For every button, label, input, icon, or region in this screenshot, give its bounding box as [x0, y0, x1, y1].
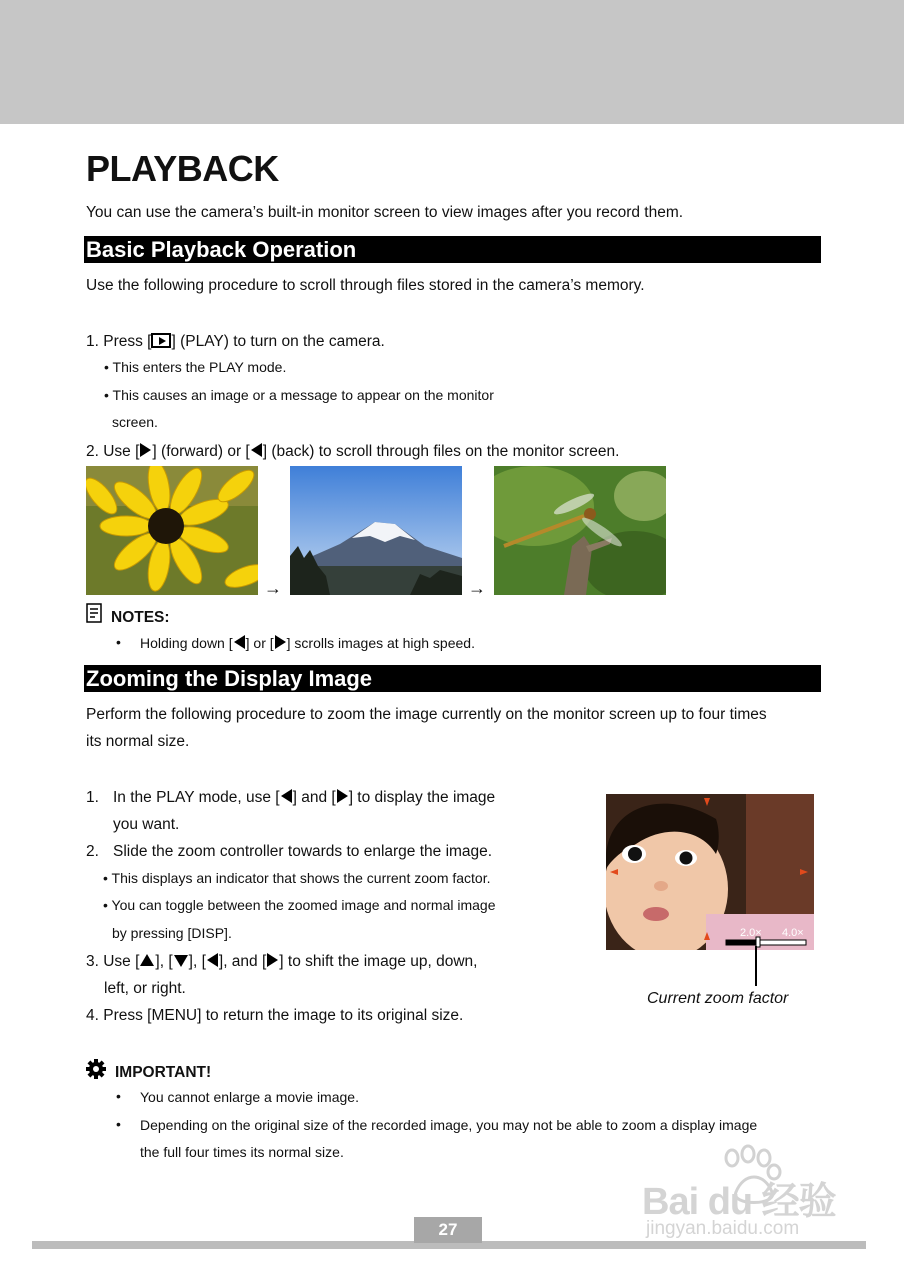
important-item-1: You cannot enlarge a movie image.	[140, 1089, 359, 1105]
zoom-indicator-max: 4.0×	[782, 927, 804, 939]
zoom-step1-text-a: In the PLAY mode, use [	[113, 789, 280, 806]
step1-bullet2: • This causes an image or a message to appear on the monitor	[104, 387, 494, 403]
zoom-step2-bullet2: • You can toggle between the zoomed image and normal image	[103, 897, 496, 913]
zoom-step1	[113, 784, 495, 811]
important-bullet-1: •	[116, 1088, 121, 1104]
important-item-2: Depending on the original size of the recorded image, you may not be able to zoom a display image	[140, 1117, 758, 1133]
back-arrow-icon	[281, 789, 292, 803]
down-arrow-icon	[174, 955, 188, 967]
step2	[86, 438, 619, 465]
zoom-step3-text-c: ], [	[188, 953, 206, 970]
section-heading-zooming: Zooming the Display Image	[84, 665, 821, 692]
zoom-step3-cont: left, or right.	[104, 980, 186, 997]
zoom-step1-num: 1.	[86, 789, 99, 806]
header-band	[0, 0, 904, 124]
section2-desc-line2: its normal size.	[86, 733, 190, 750]
mountain-photo	[290, 466, 462, 595]
page-title: PLAYBACK	[86, 148, 279, 189]
zoom-indicator-min: 2.0×	[740, 927, 762, 939]
back-arrow-icon	[207, 953, 218, 967]
section2-desc-line1: Perform the following procedure to zoom the image currently on the monitor screen up to four times	[86, 706, 767, 723]
important-gear-icon	[86, 1059, 106, 1079]
dragonfly-photo	[494, 466, 666, 595]
back-arrow-icon	[251, 443, 262, 457]
notes-icon	[86, 603, 104, 624]
zoom-step3-text-e: ] to shift the image up, down,	[279, 953, 478, 970]
play-button-icon	[151, 333, 171, 348]
note-bullet: •	[116, 634, 121, 650]
zoom-step1-text-c: ] to display the image	[348, 789, 496, 806]
step1-bullet1: • This enters the PLAY mode.	[104, 359, 287, 375]
step2-text-c: ] (back) to scroll through files on the monitor screen.	[262, 443, 620, 460]
zoom-step1-cont: you want.	[113, 816, 180, 833]
watermark-logo: Bai du 经验	[642, 1181, 836, 1223]
note-text-b: ] or [	[245, 635, 274, 651]
note-text-c: ] scrolls images at high speed.	[286, 635, 475, 651]
zoom-step4: 4. Press [MENU] to return the image to its original size.	[86, 1007, 464, 1024]
sunflower-photo	[86, 466, 258, 595]
sequence-arrow-1: →	[264, 578, 282, 598]
step2-text-a: 2. Use [	[86, 443, 140, 460]
zoom-step2-num: 2.	[86, 843, 99, 860]
forward-arrow-icon	[337, 789, 348, 803]
zoom-step3	[86, 948, 477, 975]
forward-arrow-icon	[267, 953, 278, 967]
forward-arrow-icon	[140, 443, 151, 457]
zoom-step3-text-b: ], [	[155, 953, 173, 970]
section1-desc: Use the following procedure to scroll through files stored in the camera’s memory.	[86, 277, 645, 294]
zoom-step1-text-b: ] and [	[292, 789, 336, 806]
step2-text-b: ] (forward) or [	[152, 443, 250, 460]
section-heading-basic-playback: Basic Playback Operation	[84, 236, 821, 263]
watermark-url: jingyan.baidu.com	[646, 1218, 800, 1239]
up-arrow-icon	[140, 954, 154, 966]
zoom-step3-text-d: ], and [	[218, 953, 267, 970]
note-text-a: Holding down [	[140, 635, 233, 651]
zoom-step2: Slide the zoom controller towards to enlarge the image.	[113, 843, 493, 860]
step1	[86, 328, 385, 355]
back-arrow-icon	[234, 635, 245, 649]
important-item-2-cont: the full four times its normal size.	[140, 1144, 344, 1160]
zoom-step2-bullet2-cont: by pressing [DISP].	[112, 925, 232, 941]
intro-text: You can use the camera’s built-in monitor screen to view images after you record them.	[86, 204, 684, 221]
step1-text-b: ] (PLAY) to turn on the camera.	[171, 333, 385, 350]
baidu-watermark	[640, 1140, 860, 1250]
page-number: 27	[414, 1217, 482, 1243]
zoom-caption: Current zoom factor	[647, 990, 789, 1007]
zoom-step3-text-a: 3. Use [	[86, 953, 140, 970]
callout-line	[755, 946, 757, 986]
forward-arrow-icon	[275, 635, 286, 649]
zoom-step2-bullet1: • This displays an indicator that shows the current zoom factor.	[103, 870, 491, 886]
note-text	[140, 630, 475, 657]
step1-bullet2-cont: screen.	[112, 414, 158, 430]
step1-text-a: 1. Press [	[86, 333, 152, 350]
sequence-arrow-2: →	[468, 578, 486, 598]
important-bullet-2: •	[116, 1116, 121, 1132]
notes-label: NOTES:	[111, 609, 170, 626]
important-label: IMPORTANT!	[115, 1064, 212, 1081]
